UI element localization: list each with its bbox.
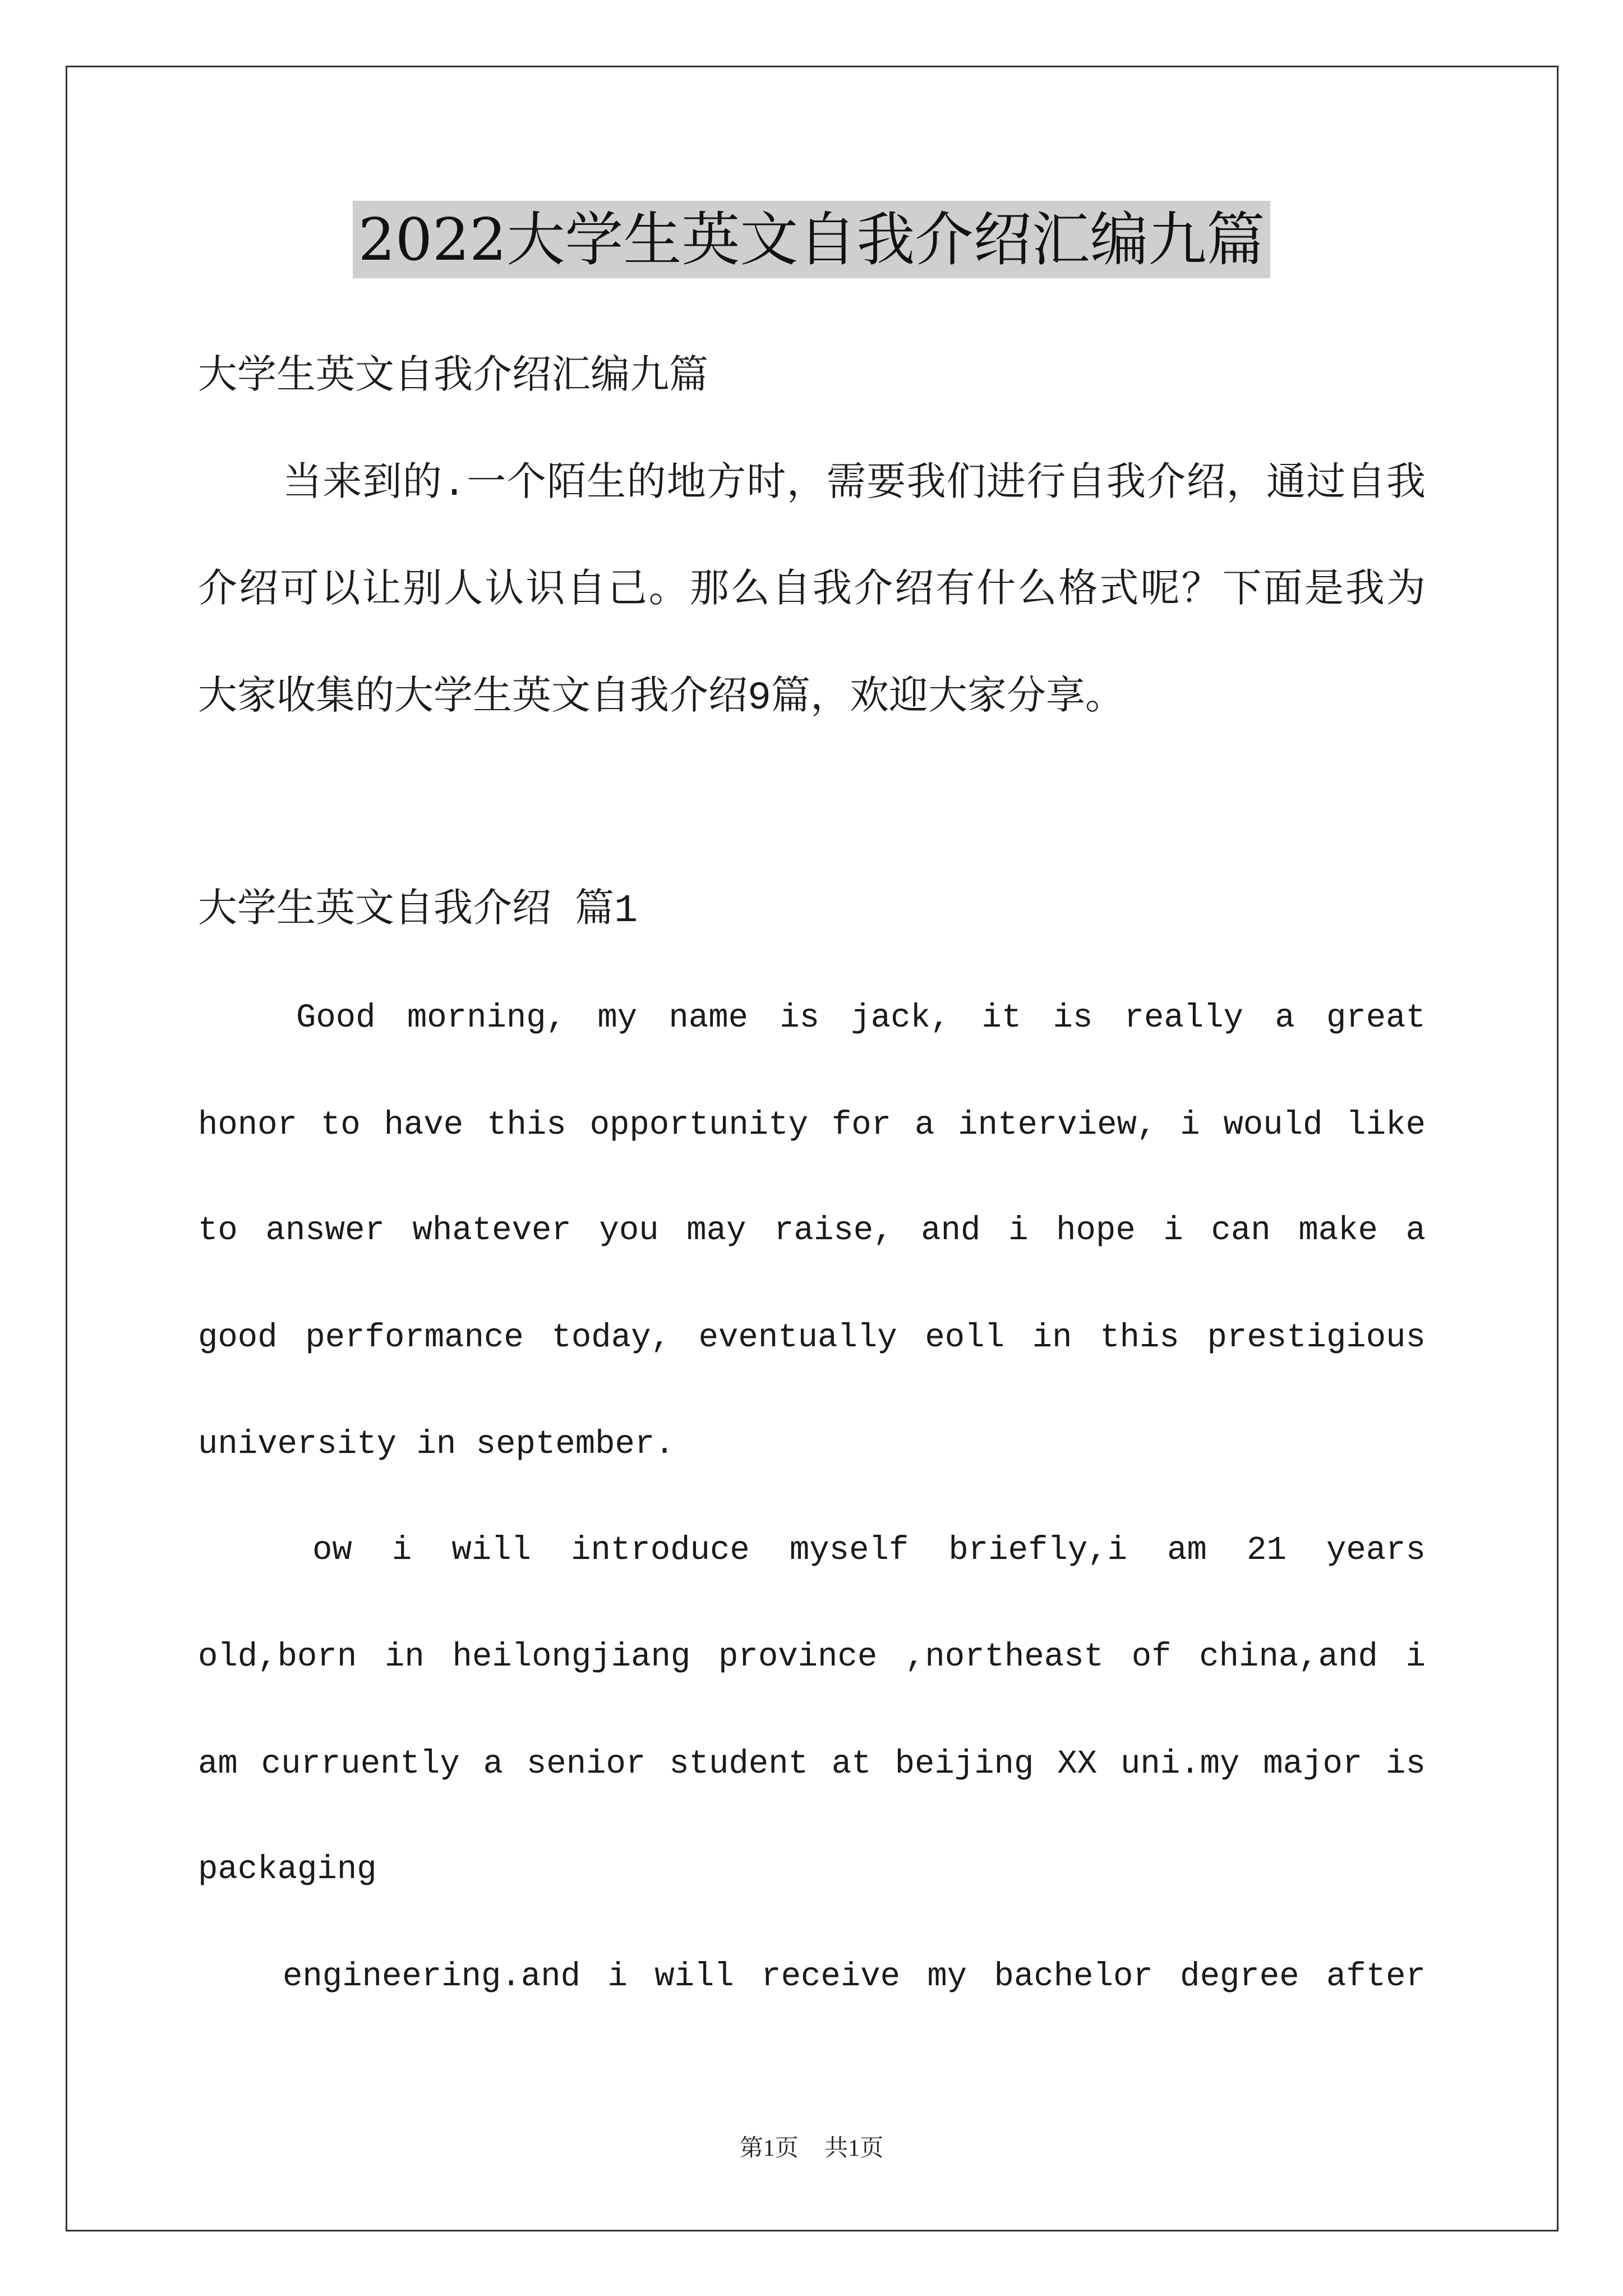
section-heading: 大学生英文自我介绍 篇1 (198, 889, 638, 933)
page-total: 共1页 (824, 2136, 884, 2161)
page-number: 第1页 (739, 2136, 799, 2161)
intro-line-1: 当来到的.一个陌生的地方时，需要我们进行自我介绍，通过自我 (283, 463, 1426, 507)
body-line-4: good performance today, eventually eoll in this prestigious (198, 1319, 1426, 1356)
title-container (0, 201, 1623, 278)
body-line-2: honor to have this opportunity for a interview, i would like (198, 1106, 1426, 1144)
document-subtitle: 大学生英文自我介绍汇编九篇 (198, 356, 708, 400)
body-line-8: am curruently a senior student at beijing XX uni.my major is (198, 1745, 1426, 1783)
body-line-6: ow i will introduce myself briefly,i am 21 years (312, 1531, 1426, 1569)
body-line-7: old,born in heilongjiang province ,northeast of china,and i (198, 1638, 1426, 1676)
body-line-10: engineering.and i will receive my bachelor degree after (283, 1958, 1426, 1995)
body-line-3: to answer whatever you may raise, and i hope i can make a (198, 1212, 1426, 1249)
body-line-9: packaging (198, 1851, 377, 1888)
body-line-5: university in september. (198, 1425, 675, 1463)
document-title: 2022大学生英文自我介绍汇编九篇 (353, 201, 1271, 278)
intro-line-3: 大家收集的大学生英文自我介绍9篇，欢迎大家分享。 (198, 677, 1125, 721)
page-footer (0, 2132, 1623, 2165)
body-line-1: Good morning, my name is jack, it is really a great (296, 999, 1426, 1037)
intro-line-2: 介绍可以让别人认识自己。那么自我介绍有什么格式呢？下面是我为 (198, 569, 1426, 614)
